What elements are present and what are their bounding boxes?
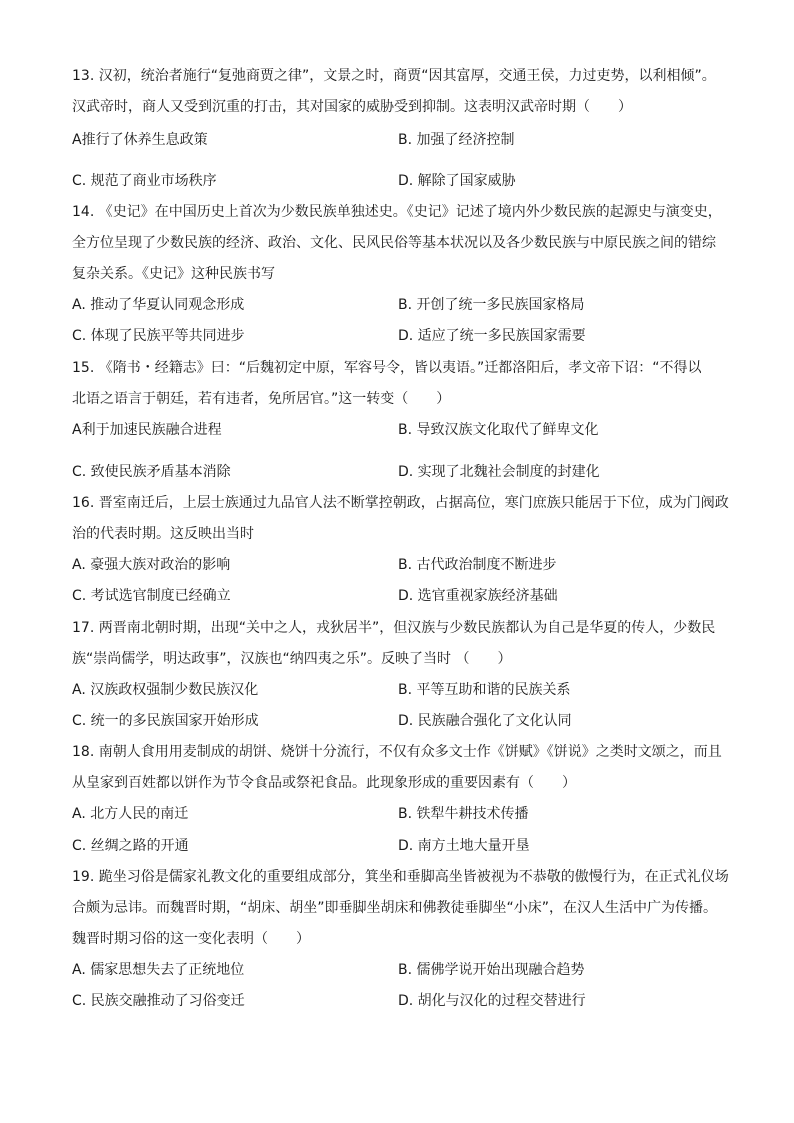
question-18-line-2: 从皇家到百姓都以饼作为节令食品或祭祀食品。此现象形成的重要因素有（ ）	[72, 775, 576, 791]
question-17-option-a[interactable]: A. 汉族政权强制少数民族汉化	[72, 682, 259, 698]
question-16-option-d[interactable]: D. 选官重视家族经济基础	[398, 588, 558, 604]
question-15-option-d[interactable]: D. 实现了北魏社会制度的封建化	[398, 464, 600, 480]
question-15-option-c[interactable]: C. 致使民族矛盾基本消除	[72, 464, 231, 480]
question-15-option-a[interactable]: A利于加速民族融合进程	[72, 422, 222, 438]
question-14-option-a[interactable]: A. 推动了华夏认同观念形成	[72, 297, 245, 313]
question-17-line-1: 17. 两晋南北朝时期，出现“关中之人，戎狄居半”，但汉族与少数民族都认为自己是华夏的传人，少数民	[72, 620, 716, 636]
question-14-option-c[interactable]: C. 体现了民族平等共同进步	[72, 328, 245, 344]
question-13-option-c[interactable]: C. 规范了商业市场秩序	[72, 173, 217, 189]
question-14-line-1: 14. 《史记》在中国历史上首次为少数民族单独述史。《史记》记述了境内外少数民族的起源史与演变史，	[72, 204, 722, 220]
question-13-option-d[interactable]: D. 解除了国家威胁	[398, 173, 516, 189]
question-18-option-d[interactable]: D. 南方土地大量开垦	[398, 838, 530, 854]
question-19-line-1: 19. 跪坐习俗是儒家礼教文化的重要组成部分，箕坐和垂脚高坐皆被视为不恭敬的傲慢行为，在正式礼仪场	[72, 869, 729, 885]
question-15-line-1: 15. 《隋书・经籍志》曰：“后魏初定中原，军容号令，皆以夷语。”迁都洛阳后，孝文帝下诏：“不得以	[72, 360, 702, 376]
question-17-option-d[interactable]: D. 民族融合强化了文化认同	[398, 713, 572, 729]
question-14-option-d[interactable]: D. 适应了统一多民族国家需要	[398, 328, 586, 344]
question-13-line-2: 汉武帝时，商人又受到沉重的打击，其对国家的威胁受到抑制。这表明汉武帝时期（ ）	[72, 99, 632, 115]
question-16-option-a[interactable]: A. 豪强大族对政治的影响	[72, 557, 231, 573]
question-18-line-1: 18. 南朝人食用用麦制成的胡饼、烧饼十分流行，不仅有众多文士作《饼赋》《饼说》之类时文颂之，而且	[72, 744, 722, 760]
question-19-line-3: 魏晋时期习俗的这一变化表明（ ）	[72, 931, 310, 947]
question-15-line-2: 北语之语言于朝廷，若有违者，免所居官。”这一转变（ ）	[72, 391, 451, 407]
question-19-line-2: 合颇为忌讳。而魏晋时期，“胡床、胡坐”即垂脚坐胡床和佛教徒垂脚坐“小床”，在汉人生活中广为传播。	[72, 900, 718, 916]
question-13-option-b[interactable]: B. 加强了经济控制	[398, 132, 515, 148]
question-14-line-3: 复杂关系。《史记》这种民族书写	[72, 266, 275, 282]
question-19-option-d[interactable]: D. 胡化与汉化的过程交替进行	[398, 993, 586, 1009]
question-19-option-a[interactable]: A. 儒家思想失去了正统地位	[72, 962, 245, 978]
question-16-option-c[interactable]: C. 考试选官制度已经确立	[72, 588, 231, 604]
question-16-line-1: 16. 晋室南迁后，上层士族通过九品官人法不断掌控朝政，占据高位，寒门庶族只能居于下位，成为门阀政	[72, 495, 729, 511]
question-15-option-b[interactable]: B. 导致汉族文化取代了鲜卑文化	[398, 422, 599, 438]
question-14-option-b[interactable]: B. 开创了统一多民族国家格局	[398, 297, 585, 313]
question-18-option-a[interactable]: A. 北方人民的南迁	[72, 806, 189, 822]
question-19-option-c[interactable]: C. 民族交融推动了习俗变迁	[72, 993, 245, 1009]
question-19-option-b[interactable]: B. 儒佛学说开始出现融合趋势	[398, 962, 585, 978]
question-17-option-c[interactable]: C. 统一的多民族国家开始形成	[72, 713, 259, 729]
question-18-option-b[interactable]: B. 铁犁牛耕技术传播	[398, 806, 529, 822]
question-13-line-1: 13. 汉初，统治者施行“复弛商贾之律”，文景之时，商贾“因其富厚，交通王侯，力过吏势，以利相倾”。	[72, 68, 716, 84]
question-17-option-b[interactable]: B. 平等互助和谐的民族关系	[398, 682, 571, 698]
question-14-line-2: 全方位呈现了少数民族的经济、政治、文化、民风民俗等基本状况以及各少数民族与中原民族之间的错综	[72, 235, 716, 251]
question-13-option-a[interactable]: A推行了休养生息政策	[72, 132, 208, 148]
question-16-option-b[interactable]: B. 古代政治制度不断进步	[398, 557, 557, 573]
question-17-line-2: 族“崇尚儒学，明达政事”，汉族也“纳四夷之乐”。反映了当时 （ ）	[72, 651, 512, 667]
question-16-line-2: 治的代表时期。这反映出当时	[72, 526, 254, 542]
question-18-option-c[interactable]: C. 丝绸之路的开通	[72, 838, 189, 854]
